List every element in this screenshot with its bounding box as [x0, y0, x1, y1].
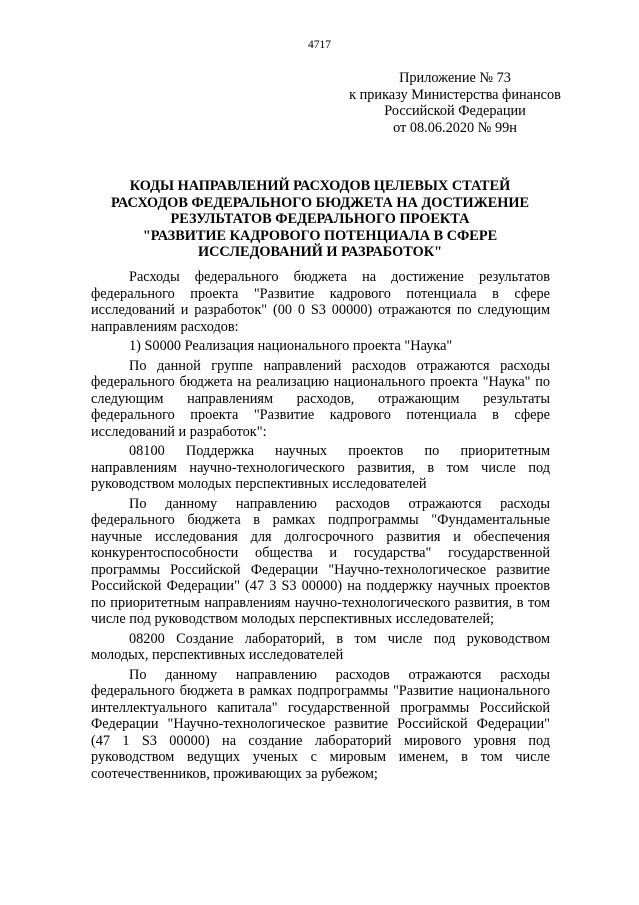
appendix-header — [340, 70, 570, 136]
title-line: РАСХОДОВ ФЕДЕРАЛЬНОГО БЮДЖЕТА НА ДОСТИЖЕНИЕ — [110, 194, 530, 211]
paragraph-code-08200-description: По данному направлению расходов отражаются расходы федерального бюджета в рамках подпрограммы "Развитие национального интеллектуального капитала" государственной программы Российской Федерации "Научно-технологическое развитие Российской Федерации" (47 1 S3 00000) на создание лабораторий мирового уровня под руководством ведущих ученых с мировым именем, в том числе соотечественников, проживающих за рубежом; — [91, 666, 550, 782]
document-body — [91, 269, 550, 784]
paragraph-group-description: По данной группе направлений расходов отражаются расходы федерального бюджета на реализацию национального проекта "Наука" по следующим направлениям расходов, отражающим результаты федерального проекта "Развитие кадрового потенциала в сфере исследований и разработок": — [91, 357, 550, 440]
title-line: ИССЛЕДОВАНИЙ И РАЗРАБОТОК" — [197, 244, 443, 261]
appendix-number: Приложение № 73 — [399, 70, 511, 86]
title-line: РЕЗУЛЬТАТОВ ФЕДЕРАЛЬНОГО ПРОЕКТА — [170, 211, 470, 228]
appendix-issuer: Российской Федерации — [384, 103, 526, 120]
paragraph-code-08100-description: По данному направлению расходов отражаются расходы федерального бюджета в рамках подпрограммы "Фундаментальные научные исследования для долгосрочного развития и обеспечения конкурентоспособности общества и государства" государственной программы Российской Федерации "Научно-технологическое развитие Российской Федерации" (47 3 S3 00000) на поддержку научных проектов по приоритетным направлениям научно-технологического развития, в том числе под руководством молодых перспективных исследователей; — [91, 495, 550, 627]
paragraph-code-08100: 08100 Поддержка научных проектов по приоритетным направлениям научно-технологического развития, в том числе под руководством молодых перспективных исследователей — [91, 443, 550, 492]
title-line: КОДЫ НАПРАВЛЕНИЙ РАСХОДОВ ЦЕЛЕВЫХ СТАТЕЙ — [129, 178, 511, 194]
appendix-order-date: от 08.06.2020 № 99н — [393, 119, 517, 136]
title-line: "РАЗВИТИЕ КАДРОВОГО ПОТЕНЦИАЛА В СФЕРЕ — [142, 227, 498, 244]
paragraph-group-heading: 1) S0000 Реализация национального проекта "Наука" — [129, 338, 453, 354]
appendix-order-reference: к приказу Министерства финансов — [349, 86, 561, 103]
paragraph-code-08200: 08200 Создание лабораторий, в том числе под руководством молодых, перспективных исследователей — [91, 630, 550, 663]
page-number: 4717 — [308, 39, 331, 51]
paragraph-intro: Расходы федерального бюджета на достижение результатов федерального проекта "Развитие кадрового потенциала в сфере исследований и разработок" (00 0 S3 00000) отражаются по следующим направлениям расходов: — [91, 269, 550, 335]
document-title — [95, 178, 545, 261]
